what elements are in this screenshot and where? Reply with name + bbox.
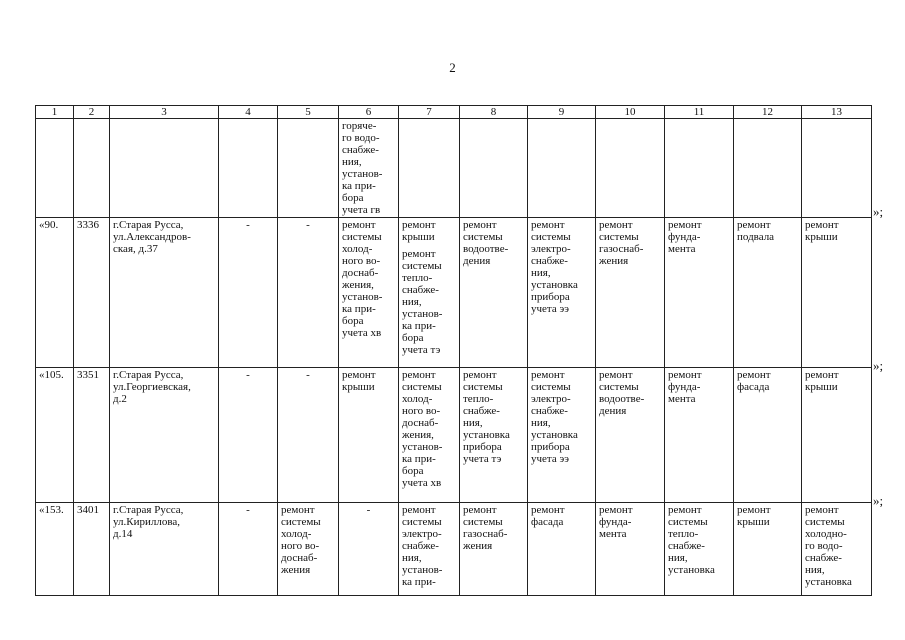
- table-cell: [802, 218, 872, 368]
- cell-text: ремонт системы газоснаб- жения: [463, 504, 508, 552]
- cell-text: ремонт системы электро- снабже- ния, установка прибора учета ээ: [531, 369, 578, 465]
- cell-text: ремонт системы холодно- го водо- снабже- ния, установка: [805, 504, 852, 588]
- column-number: 11: [665, 106, 734, 119]
- column-number: 13: [802, 106, 872, 119]
- table-cell: [665, 119, 734, 218]
- table-cell: [528, 503, 596, 596]
- table-cell: [36, 503, 74, 596]
- table-cell: [734, 218, 802, 368]
- cell-text: ремонт системы тепло- снабже- ния, установка: [668, 504, 715, 576]
- column-number: 9: [528, 106, 596, 119]
- table-cell: [596, 503, 665, 596]
- column-number: 10: [596, 106, 665, 119]
- cell-text: ремонт крыши: [805, 219, 839, 243]
- cell-text: «153.: [39, 504, 64, 516]
- column-number: 1: [36, 106, 74, 119]
- cell-text: ремонт системы холод- ного во- доснаб- жения, установ- ка при- бора учета хв: [402, 369, 443, 489]
- table-cell: [36, 218, 74, 368]
- table-cell: [460, 368, 528, 503]
- row-closing-mark: »;: [873, 358, 884, 373]
- cell-text: -: [306, 219, 310, 231]
- table-cell: [460, 503, 528, 596]
- cell-text: 3401: [77, 504, 99, 516]
- column-number: 5: [278, 106, 339, 119]
- table-cell: [339, 503, 399, 596]
- cell-text: ремонт крыши: [402, 219, 436, 243]
- cell-text: ремонт системы электро- снабже- ния, установка прибора учета ээ: [531, 219, 578, 315]
- table-cell: [460, 218, 528, 368]
- cell-text: -: [306, 369, 310, 381]
- cell-text: ремонт фунда- мента: [599, 504, 633, 540]
- table-cell: [110, 368, 219, 503]
- column-number: 12: [734, 106, 802, 119]
- table-cell: [278, 503, 339, 596]
- cell-text: ремонт крыши: [805, 369, 839, 393]
- cell-text: ремонт фасада: [531, 504, 565, 528]
- cell-text: г.Старая Русса, ул.Александров- ская, д.37: [113, 219, 191, 255]
- table-cell: [399, 119, 460, 218]
- table-cell: [802, 503, 872, 596]
- table-cell: [74, 218, 110, 368]
- table-cell: [665, 218, 734, 368]
- table-cell: [219, 368, 278, 503]
- table-cell: [665, 368, 734, 503]
- table-cell: [110, 119, 219, 218]
- table-cell: [110, 218, 219, 368]
- table-cell: [665, 503, 734, 596]
- column-number-row: [36, 106, 872, 119]
- table-cell: [734, 119, 802, 218]
- table-row: [36, 503, 872, 596]
- table-cell: [802, 368, 872, 503]
- table-cell: [339, 119, 399, 218]
- table-cell: [339, 218, 399, 368]
- table-cell: [278, 119, 339, 218]
- cell-text: ремонт крыши: [342, 369, 376, 393]
- cell-text: «90.: [39, 219, 59, 231]
- cell-text: горяче- го водо- снабже- ния, установ- ка при- бора учета гв: [342, 120, 383, 216]
- column-number: 8: [460, 106, 528, 119]
- table-cell: [36, 368, 74, 503]
- cell-text: ремонт системы холод- ного во- доснаб- жения: [281, 504, 321, 576]
- cell-text: г.Старая Русса, ул.Георгиевская, д.2: [113, 369, 191, 405]
- table-cell: [110, 503, 219, 596]
- table-cell: [528, 368, 596, 503]
- table-cell: [278, 368, 339, 503]
- cell-text: -: [246, 219, 250, 231]
- table-cell: [734, 503, 802, 596]
- table-cell: [596, 218, 665, 368]
- table-cell: [528, 119, 596, 218]
- table-cell: [596, 119, 665, 218]
- cell-text: ремонт фасада: [737, 369, 771, 393]
- table-cell: [74, 119, 110, 218]
- cell-text: ремонт системы электро- снабже- ния, установ- ка при-: [402, 504, 443, 588]
- column-number: 3: [110, 106, 219, 119]
- page-number: 2: [449, 60, 456, 75]
- table-row: [36, 368, 872, 503]
- table-cell: [74, 503, 110, 596]
- cell-text: ремонт фунда- мента: [668, 219, 702, 255]
- table-cell: [278, 218, 339, 368]
- renovation-table: [35, 105, 872, 596]
- table-cell: [219, 218, 278, 368]
- table-cell: [74, 368, 110, 503]
- table-cell: [596, 368, 665, 503]
- table-row: [36, 119, 872, 218]
- table-cell: [399, 503, 460, 596]
- cell-text: ремонт системы тепло- снабже- ния, установка прибора учета тэ: [463, 369, 510, 465]
- cell-text: 3336: [77, 219, 99, 231]
- column-number: 2: [74, 106, 110, 119]
- cell-text: «105.: [39, 369, 64, 381]
- cell-text: ремонт фунда- мента: [668, 369, 702, 405]
- table-cell: [36, 119, 74, 218]
- table-row: [36, 218, 872, 368]
- cell-text: ремонт системы водоотве- дения: [463, 219, 509, 267]
- cell-text: -: [366, 504, 371, 516]
- cell-text: ремонт системы газоснаб- жения: [599, 219, 644, 267]
- table-cell: [734, 368, 802, 503]
- cell-text: ремонт крыши: [737, 504, 771, 528]
- table-cell: [339, 368, 399, 503]
- table-cell: [399, 218, 460, 368]
- cell-text: ремонт системы холод- ного во- доснаб- жения, установ- ка при- бора учета хв: [342, 219, 383, 339]
- cell-text: 3351: [77, 369, 99, 381]
- row-closing-mark: »;: [873, 493, 884, 508]
- cell-text: ремонт системы водоотве- дения: [599, 369, 645, 417]
- cell-text: ремонт системы тепло- снабже- ния, установ- ка при- бора учета тэ: [402, 248, 443, 356]
- cell-text: -: [246, 369, 250, 381]
- cell-text: г.Старая Русса, ул.Кириллова, д.14: [113, 504, 184, 540]
- table-cell: [219, 119, 278, 218]
- row-closing-mark: »;: [873, 204, 884, 219]
- table-cell: [219, 503, 278, 596]
- column-number: 4: [219, 106, 278, 119]
- table-cell: [802, 119, 872, 218]
- table-cell: [460, 119, 528, 218]
- column-number: 6: [339, 106, 399, 119]
- column-number: 7: [399, 106, 460, 119]
- table-cell: [528, 218, 596, 368]
- table-cell: [399, 368, 460, 503]
- cell-text: -: [246, 504, 250, 516]
- cell-text: ремонт подвала: [737, 219, 775, 243]
